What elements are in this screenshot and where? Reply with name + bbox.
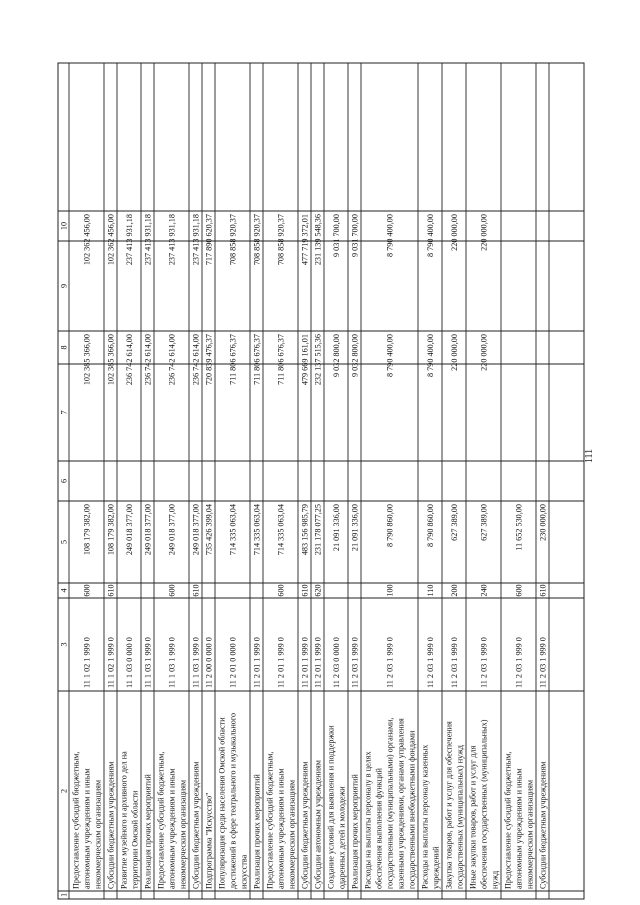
- amount-col-9: 708 858 920,37: [252, 214, 262, 266]
- column-number: 3: [59, 642, 69, 647]
- row-name: одаренных детей и молодежи: [337, 786, 347, 889]
- row-name: Популяризация среди населения Омской области: [217, 717, 227, 889]
- amount-col-7: 236 742 614,00: [167, 334, 177, 386]
- column-number: 5: [59, 539, 69, 545]
- amount-col-9: 708 858 920,37: [276, 214, 286, 266]
- row-name: государственными (муниципальными) органами,: [385, 717, 395, 889]
- amount-col-9: 220 000,00: [479, 214, 489, 251]
- amount-col-5: 714 335 063,04: [276, 504, 286, 556]
- amount-col-7: 479 669 161,01: [300, 334, 310, 386]
- row-name: Предоставление субсидий бюджетным,: [71, 751, 81, 889]
- row-name: обеспечения государственных (муниципальных): [479, 719, 489, 889]
- expense-type-code: 240: [479, 584, 489, 597]
- expense-type-code: 620: [313, 584, 323, 597]
- amount-col-5: 249 018 377,00: [191, 504, 201, 556]
- amount-col-5: 483 156 985,79: [300, 504, 310, 556]
- row-name: Закупка товаров, работ и услуг для обеспечения: [444, 721, 454, 889]
- row-name: автономным учреждениям и иным: [514, 768, 524, 889]
- row-name: некоммерческим организациям: [287, 779, 297, 889]
- amount-col-7: 236 742 614,00: [191, 334, 201, 386]
- target-article-code: 11 2 03 1 999 0: [514, 637, 524, 688]
- row-name: Расходы на выплаты персоналу казенных: [420, 744, 430, 889]
- row-name: казенными учреждениями, органами управления: [396, 718, 406, 889]
- amount-col-5: 249 018 377,00: [143, 504, 153, 556]
- amount-col-9: 231 139 548,36: [313, 214, 323, 266]
- amount-col-9: 102 362 456,00: [82, 214, 92, 266]
- row-name: Развитие музейного и архивного дел на: [119, 751, 129, 889]
- amount-col-7: 711 806 676,37: [276, 334, 286, 385]
- expense-type-code: 600: [82, 584, 92, 597]
- row-name: Субсидии бюджетным учреждениям: [106, 761, 116, 889]
- target-article-code: 11 2 03 0 000 0: [332, 637, 341, 688]
- amount-col-5: 21 091 336,00: [332, 504, 341, 552]
- row-name: автономным учреждениям и иным: [167, 768, 177, 889]
- amount-col-5: 714 335 063,04: [252, 504, 262, 556]
- row-name: Предоставление субсидий бюджетным,: [503, 751, 513, 889]
- target-article-code: 11 2 01 1 999 0: [313, 637, 323, 688]
- target-article-code: 11 2 03 1 999 0: [479, 637, 489, 688]
- amount-col-7: 711 806 676,37: [252, 334, 262, 385]
- row-name: Расходы на выплаты персоналу в целях: [363, 751, 373, 889]
- amount-col-5: 108 179 382,00: [106, 504, 116, 556]
- row-name: некоммерческим организациям: [525, 779, 535, 889]
- expense-type-code: 100: [385, 584, 395, 597]
- amount-col-9: 8 790 400,00: [426, 214, 435, 257]
- amount-col-5: 230 000,00: [538, 504, 548, 541]
- amount-col-5: 231 178 077,25: [313, 504, 323, 556]
- row-name: Предоставление субсидий бюджетным,: [156, 751, 166, 889]
- row-name: учреждений: [431, 846, 441, 889]
- target-article-code: 11 1 03 1 999 0: [143, 637, 153, 688]
- amount-col-5: 8 790 860,00: [426, 504, 435, 547]
- row-name: Субсидии бюджетным учреждениям: [538, 761, 548, 889]
- page-number: 111: [584, 448, 595, 464]
- row-name: Реализация прочих мероприятий: [252, 774, 262, 889]
- amount-col-7: 720 839 476,37: [204, 334, 214, 386]
- amount-col-9: 237 413 931,18: [191, 214, 201, 266]
- amount-col-9: 237 413 931,18: [125, 214, 134, 266]
- row-name: Создание условий для выявления и поддержки: [326, 725, 336, 889]
- column-number: 1: [59, 892, 69, 898]
- target-article-code: 11 1 03 1 999 0: [167, 637, 177, 688]
- amount-col-7: 220 000,00: [450, 334, 459, 371]
- amount-col-9: 717 890 620,37: [204, 214, 214, 266]
- target-article-code: 11 1 02 1 999 0: [106, 637, 116, 688]
- row-name: Подпрограмма "Искусство": [204, 792, 214, 889]
- amount-col-7: 711 806 676,37: [228, 334, 238, 385]
- row-name: Субсидии бюджетным учреждениям: [191, 761, 201, 889]
- column-number: 10: [59, 221, 69, 231]
- target-article-code: 11 2 03 1 999 0: [450, 637, 459, 688]
- amount-col-5: 249 018 377,00: [167, 504, 177, 556]
- expense-type-code: 610: [106, 584, 116, 597]
- amount-col-5: 11 652 530,00: [514, 504, 524, 551]
- amount-col-9: 237 413 931,18: [167, 214, 177, 266]
- row-name: некоммерческим организациям: [178, 779, 188, 889]
- expense-type-code: 600: [167, 584, 177, 597]
- row-name: государственных (муниципальных) нужд: [455, 745, 465, 889]
- amount-col-5: 21 091 336,00: [350, 504, 360, 552]
- row-name: обеспечения выполнения функций: [374, 768, 384, 889]
- amount-col-7: 9 032 800,00: [332, 334, 341, 377]
- amount-col-5: 8 790 860,00: [385, 504, 395, 547]
- target-article-code: 11 1 02 1 999 0: [82, 637, 92, 688]
- target-article-code: 11 1 03 0 000 0: [125, 637, 134, 688]
- expense-type-code: 610: [191, 584, 201, 597]
- row-name: искусства: [239, 854, 249, 889]
- column-number: 9: [59, 283, 69, 289]
- row-name: Реализация прочих мероприятий: [143, 774, 153, 889]
- column-number: 7: [59, 410, 69, 415]
- target-article-code: 11 2 01 1 999 0: [252, 637, 262, 688]
- expense-type-code: 110: [426, 584, 435, 597]
- column-number: 6: [59, 478, 69, 484]
- target-article-code: 11 1 03 1 999 0: [191, 637, 201, 688]
- row-name: автономным учреждениям и иным: [82, 768, 92, 889]
- target-article-code: 11 2 00 0 000 0: [204, 637, 214, 688]
- row-name: Предоставление субсидий бюджетным,: [265, 751, 275, 889]
- column-number: 4: [59, 588, 69, 593]
- amount-col-7: 102 385 366,00: [82, 334, 92, 386]
- amount-col-5: 249 018 377,00: [125, 504, 134, 556]
- amount-col-7: 8 790 400,00: [385, 334, 395, 377]
- amount-col-9: 9 031 700,00: [332, 214, 341, 257]
- expense-type-code: 200: [450, 584, 459, 597]
- row-name: Реализация прочих мероприятий: [350, 774, 360, 889]
- row-name: нужд: [490, 870, 500, 889]
- row-name: Субсидии автономным учреждениям: [313, 760, 323, 889]
- amount-col-9: 8 790 400,00: [385, 214, 395, 257]
- row-name: государственными внебюджетными фондами: [407, 730, 417, 889]
- expense-type-code: 610: [538, 584, 548, 597]
- amount-col-5: 108 179 382,00: [82, 504, 92, 556]
- amount-col-5: 714 335 063,04: [228, 504, 238, 556]
- amount-col-7: 9 032 800,00: [350, 334, 360, 377]
- amount-col-7: 232 137 515,36: [313, 334, 323, 386]
- row-name: территории Омской области: [130, 790, 140, 889]
- target-article-code: 11 2 01 1 999 0: [276, 637, 286, 688]
- target-article-code: 11 2 03 1 999 0: [350, 637, 360, 688]
- amount-col-9: 708 858 920,37: [228, 214, 238, 266]
- row-name: Субсидии бюджетным учреждениям: [300, 761, 310, 889]
- expense-type-code: 600: [514, 584, 524, 597]
- amount-col-9: 220 000,00: [450, 214, 459, 251]
- column-number: 2: [59, 788, 69, 794]
- target-article-code: 11 2 03 1 999 0: [426, 637, 435, 688]
- amount-col-9: 477 719 372,01: [300, 214, 310, 266]
- target-article-code: 11 2 03 1 999 0: [538, 637, 548, 688]
- row-name: достижений в сфере театрального и музыкального: [228, 712, 238, 889]
- column-number: 8: [59, 345, 69, 350]
- amount-col-9: 102 362 456,00: [106, 214, 116, 266]
- amount-col-5: 627 389,00: [479, 504, 489, 541]
- amount-col-9: 237 413 931,18: [143, 214, 153, 266]
- amount-col-5: 627 389,00: [450, 504, 459, 541]
- row-name: некоммерческим организациям: [93, 779, 103, 889]
- amount-col-7: 236 742 614,00: [143, 334, 153, 386]
- expense-type-code: 600: [276, 584, 286, 597]
- row-name: автономным учреждениям и иным: [276, 768, 286, 889]
- amount-col-5: 735 426 399,04: [204, 504, 214, 556]
- amount-col-7: 220 000,00: [479, 334, 489, 371]
- row-name: Иные закупки товаров, работ и услуг для: [468, 745, 478, 889]
- target-article-code: 11 2 01 1 999 0: [300, 637, 310, 688]
- expense-type-code: 610: [300, 584, 310, 597]
- amount-col-7: 236 742 614,00: [125, 334, 134, 386]
- target-article-code: 11 2 01 0 000 0: [228, 637, 238, 688]
- amount-col-9: 9 031 700,00: [350, 214, 360, 257]
- target-article-code: 11 2 03 1 999 0: [385, 637, 395, 688]
- amount-col-7: 8 790 400,00: [426, 334, 435, 377]
- amount-col-7: 102 385 366,00: [106, 334, 116, 386]
